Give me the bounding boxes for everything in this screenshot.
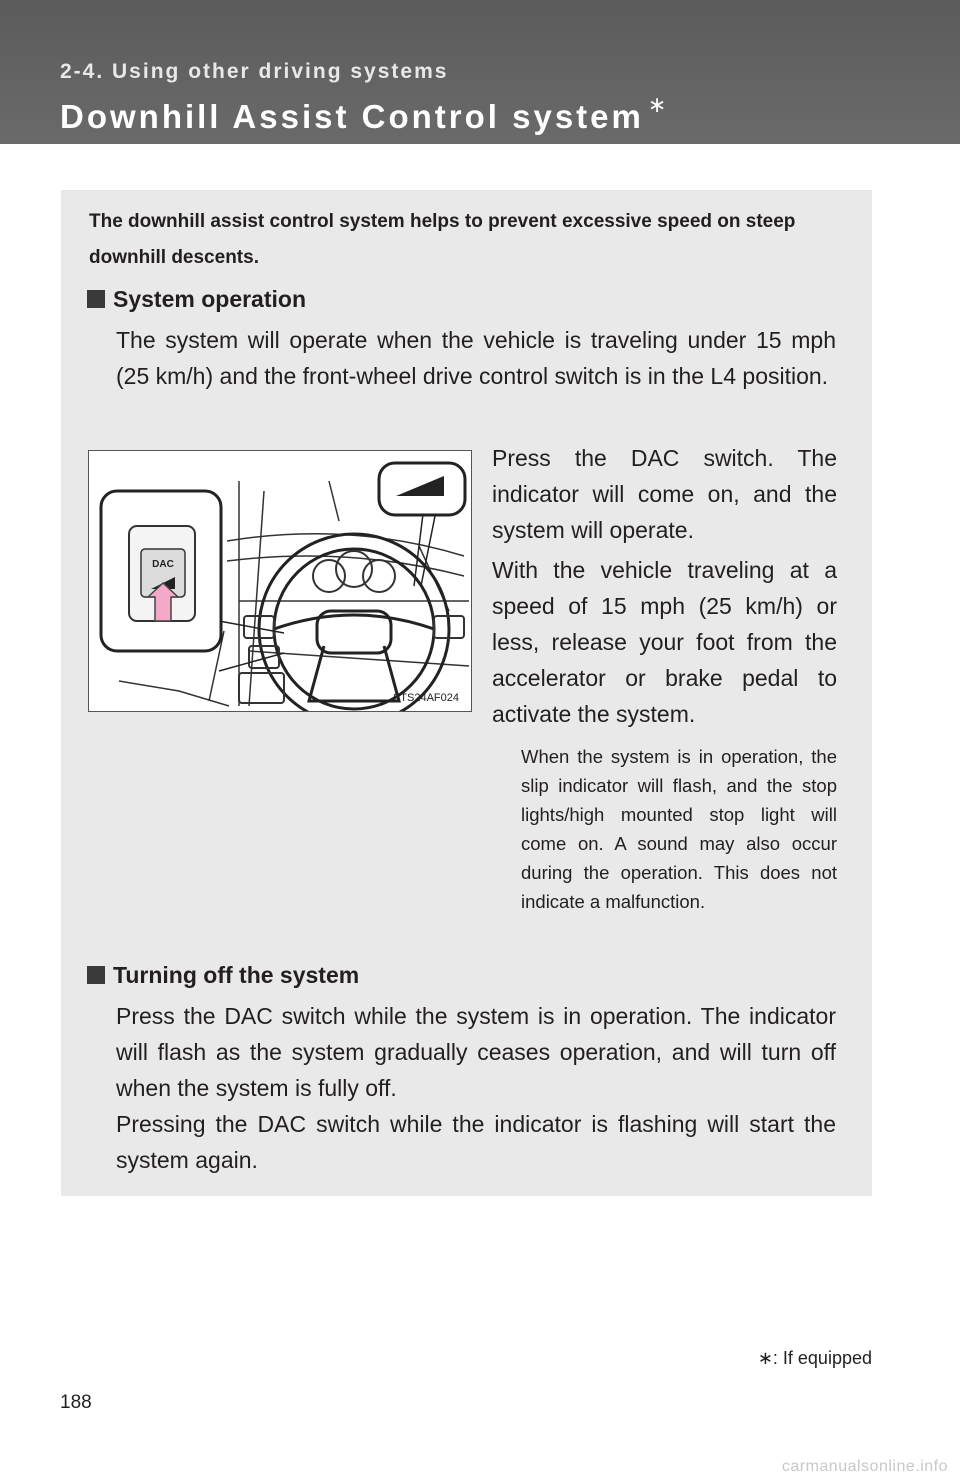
restart-text: Pressing the DAC switch while the indicator is flashing will start the system again.: [116, 1111, 836, 1173]
section-label: 2-4. Using other driving systems: [60, 60, 449, 83]
system-operation-text: The system will operate when the vehicle is traveling under 15 mph (25 km/h) and the front-wheel drive control switch is in the L4 position.: [116, 327, 836, 389]
system-operation-heading-text: System operation: [113, 286, 306, 312]
footnote-text: : If equipped: [772, 1348, 872, 1368]
operation-note: When the system is in operation, the slip indicator will flash, and the stop lights/high mounted stop light will come on. A sound may also occur during the operation. This does not indicate a malfunction.: [521, 746, 837, 912]
watermark: carmanualsonline.info: [781, 1458, 948, 1475]
intro-text: The downhill assist control system helps to prevent excessive speed on steep downhill descents.: [89, 211, 796, 268]
content-box: [61, 190, 872, 1196]
steering-wheel: [259, 534, 449, 711]
turning-off-text: Press the DAC switch while the system is in operation. The indicator will flash as the system gradually ceases operation, and will turn off when the system is fully off.: [116, 1003, 836, 1101]
step-press-switch: Press the DAC switch. The indicator will come on, and the system will operate.: [492, 445, 837, 543]
step-release-pedal: With the vehicle traveling at a speed of 15 mph (25 km/h) or less, release your foot from the accelerator or brake pedal to activate the system.: [492, 557, 837, 727]
square-bullet-icon: [87, 966, 105, 984]
page-number: 188: [60, 1392, 92, 1413]
turning-off-heading: [87, 962, 359, 989]
dac-switch-illustration: [88, 450, 472, 712]
dashboard-drawing: [89, 451, 471, 711]
dac-switch-label: DAC: [152, 559, 174, 570]
illustration-code: STS24AF024: [392, 692, 459, 704]
footnote: [758, 1348, 872, 1369]
page-title-text: Downhill Assist Control system: [60, 98, 644, 135]
if-equipped-mark: ∗: [647, 92, 670, 117]
footnote-mark: ∗: [757, 1348, 773, 1368]
square-bullet-icon: [87, 290, 105, 308]
turning-off-heading-text: Turning off the system: [113, 962, 360, 988]
page-title: [60, 92, 670, 136]
page-header: [0, 0, 960, 144]
system-operation-heading: [87, 286, 306, 313]
